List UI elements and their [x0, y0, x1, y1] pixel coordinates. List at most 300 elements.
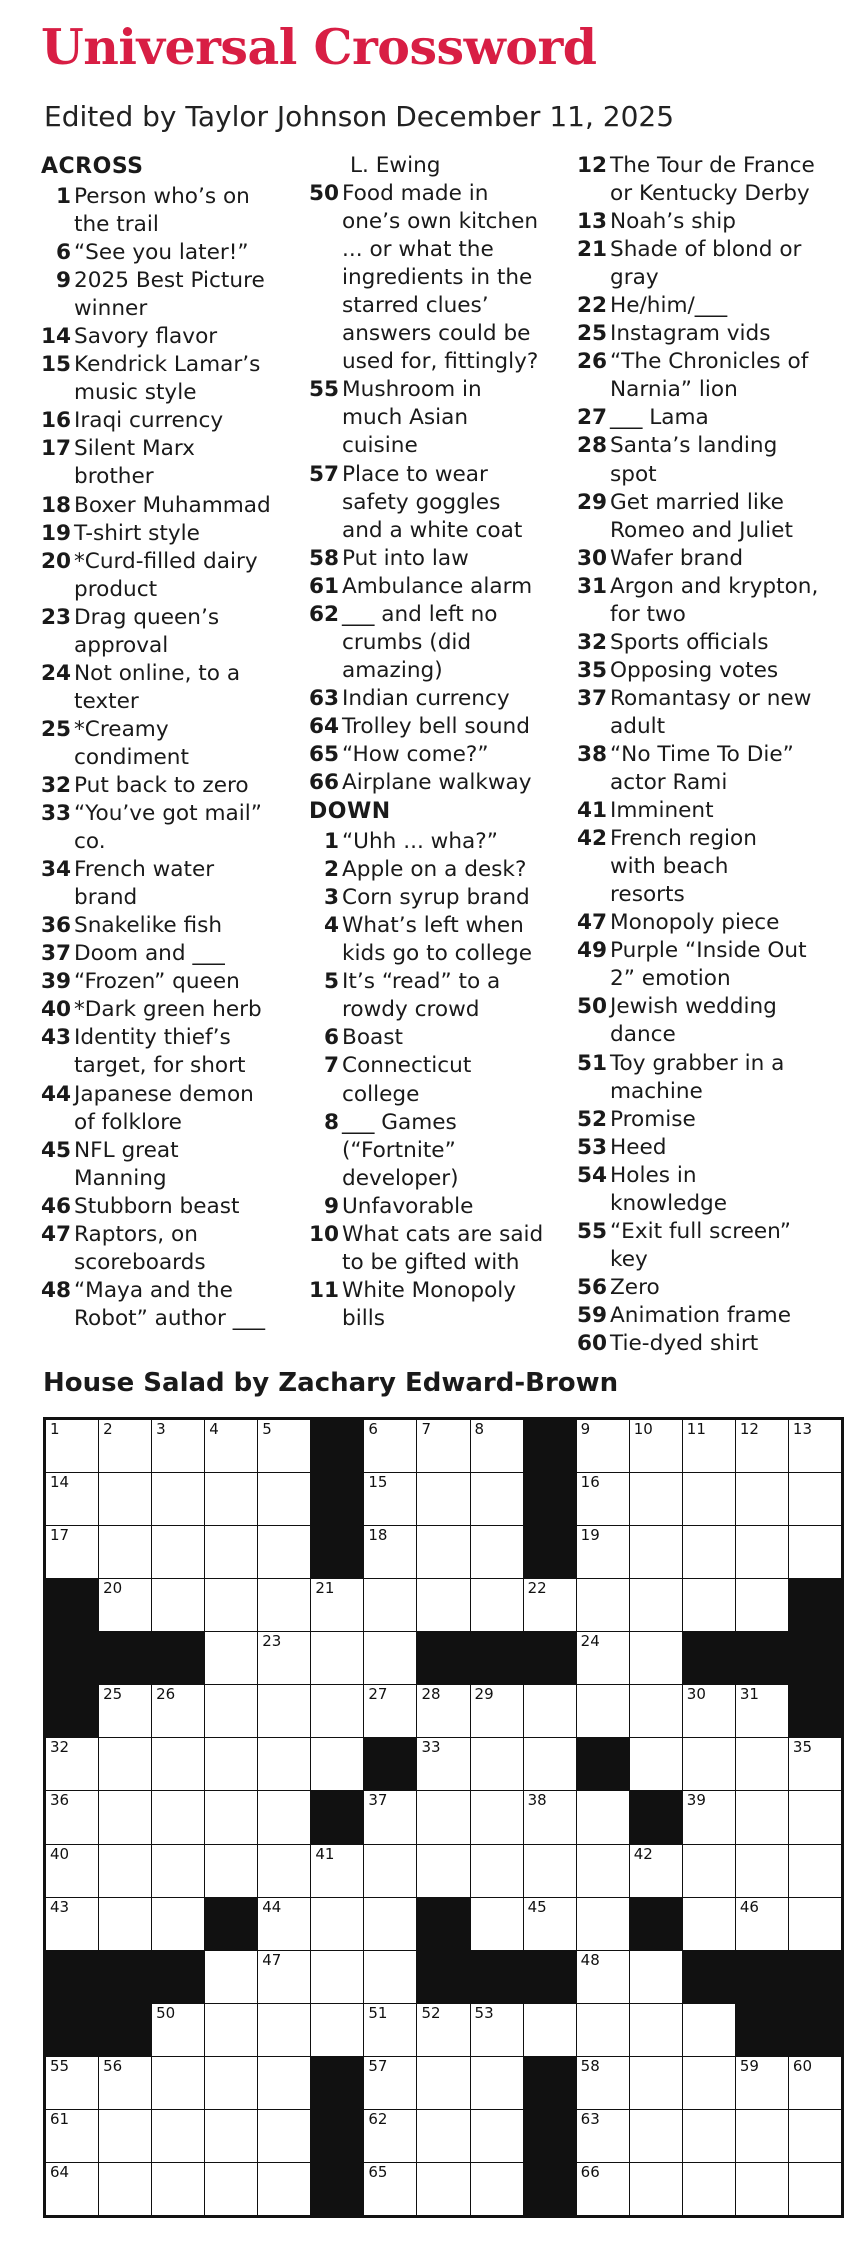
- grid-cell[interactable]: [99, 1738, 151, 1790]
- grid-cell[interactable]: [99, 2057, 151, 2109]
- grid-cell[interactable]: [524, 1685, 576, 1737]
- clue-item[interactable]: [309, 828, 579, 856]
- grid-cell[interactable]: [46, 1473, 98, 1525]
- grid-cell[interactable]: [99, 1526, 151, 1578]
- clue-item[interactable]: [577, 825, 847, 909]
- clue-item[interactable]: [41, 660, 311, 716]
- clue-number: 10: [309, 1221, 340, 1247]
- grid-cell[interactable]: [258, 1579, 310, 1631]
- grid-cell[interactable]: [364, 1579, 416, 1631]
- grid-cell[interactable]: [417, 1738, 469, 1790]
- clue-item[interactable]: [309, 545, 579, 573]
- clue-item[interactable]: [41, 407, 311, 435]
- grid-cell[interactable]: [258, 1420, 310, 1472]
- grid-cell[interactable]: [152, 1791, 204, 1843]
- grid-cell[interactable]: [152, 1685, 204, 1737]
- grid-cell[interactable]: [630, 1632, 682, 1684]
- grid-cell[interactable]: [417, 1845, 469, 1897]
- grid-cell[interactable]: [205, 1579, 257, 1631]
- grid-cell[interactable]: [683, 1579, 735, 1631]
- grid-cell[interactable]: [577, 1473, 629, 1525]
- clue-item[interactable]: [41, 520, 311, 548]
- grid-cell[interactable]: [258, 1791, 310, 1843]
- grid-cell[interactable]: [364, 1898, 416, 1950]
- clue-item[interactable]: [41, 772, 311, 800]
- grid-cell[interactable]: [364, 1685, 416, 1737]
- grid-cell[interactable]: [630, 2057, 682, 2109]
- grid-cell[interactable]: [46, 1791, 98, 1843]
- grid-cell[interactable]: [205, 1738, 257, 1790]
- clue-item[interactable]: [309, 912, 579, 968]
- grid-cell[interactable]: [577, 2163, 629, 2215]
- clue-item[interactable]: [41, 1221, 311, 1277]
- grid-cell[interactable]: [258, 1685, 310, 1737]
- grid-cell[interactable]: [152, 1738, 204, 1790]
- clue-text: What’s left when kids go to college: [342, 913, 533, 967]
- clue-text: Unfavorable: [342, 1193, 474, 1219]
- clue-number: 32: [577, 629, 608, 655]
- clue-item[interactable]: [577, 320, 847, 348]
- grid-cell[interactable]: [205, 1951, 257, 2003]
- grid-cell[interactable]: [258, 1951, 310, 2003]
- clue-item[interactable]: [309, 713, 579, 741]
- clue-item[interactable]: [309, 601, 579, 685]
- grid-cell[interactable]: [99, 1845, 151, 1897]
- grid-cell[interactable]: [364, 1791, 416, 1843]
- clue-item[interactable]: [577, 909, 847, 937]
- grid-cell[interactable]: [46, 2163, 98, 2215]
- cell-number: 18: [368, 1526, 388, 1545]
- clue-number: 66: [309, 770, 340, 796]
- grid-cell[interactable]: [364, 1526, 416, 1578]
- grid-cell[interactable]: [736, 1898, 788, 1950]
- clue-number: 1: [55, 184, 71, 209]
- grid-cell[interactable]: [471, 1845, 523, 1897]
- clue-text: “How come?”: [342, 741, 489, 767]
- clue-item[interactable]: [41, 239, 311, 267]
- clue-item[interactable]: [577, 685, 847, 741]
- grid-cell[interactable]: [205, 2057, 257, 2109]
- grid-cell[interactable]: [471, 1579, 523, 1631]
- crossword-grid[interactable]: [43, 1417, 844, 2218]
- clue-item[interactable]: [577, 292, 847, 320]
- grid-cell[interactable]: [683, 1473, 735, 1525]
- clue-item[interactable]: [577, 657, 847, 685]
- grid-cell[interactable]: [205, 1845, 257, 1897]
- cell-number: 3: [156, 1420, 166, 1438]
- clue-item[interactable]: [577, 573, 847, 629]
- grid-cell[interactable]: [736, 1685, 788, 1737]
- clue-text: Monopoly piece: [610, 910, 780, 936]
- grid-cell[interactable]: [258, 2163, 310, 2215]
- grid-cell[interactable]: [152, 1526, 204, 1578]
- grid-cell[interactable]: [471, 1526, 523, 1578]
- grid-cell[interactable]: [577, 1685, 629, 1737]
- grid-cell[interactable]: [99, 1685, 151, 1737]
- grid-cell[interactable]: [789, 2057, 841, 2109]
- clue-item[interactable]: [577, 993, 847, 1049]
- grid-cell[interactable]: [683, 2110, 735, 2162]
- grid-cell[interactable]: [99, 1420, 151, 1472]
- grid-cell[interactable]: [577, 1632, 629, 1684]
- grid-cell[interactable]: [736, 1845, 788, 1897]
- grid-cell[interactable]: [46, 2057, 98, 2109]
- grid-cell[interactable]: [471, 2163, 523, 2215]
- grid-cell[interactable]: [736, 1579, 788, 1631]
- clue-item[interactable]: [41, 856, 311, 912]
- grid-cell[interactable]: [524, 1845, 576, 1897]
- clue-item[interactable]: [309, 1024, 579, 1052]
- clue-item[interactable]: [577, 545, 847, 573]
- clue-item[interactable]: [577, 208, 847, 236]
- grid-black-square: [524, 1420, 576, 1472]
- clue-number: 62: [309, 601, 340, 627]
- clue-text: Ambulance alarm: [342, 573, 533, 599]
- clue-number: 56: [577, 1274, 608, 1300]
- grid-cell[interactable]: [258, 2110, 310, 2162]
- grid-cell[interactable]: [736, 2057, 788, 2109]
- grid-cell[interactable]: [736, 1473, 788, 1525]
- grid-cell[interactable]: [736, 2163, 788, 2215]
- grid-cell[interactable]: [577, 1526, 629, 1578]
- grid-cell[interactable]: [46, 1420, 98, 1472]
- clue-item[interactable]: [577, 1162, 847, 1218]
- clue-item[interactable]: [309, 769, 579, 797]
- grid-cell[interactable]: [630, 1845, 682, 1897]
- clue-item[interactable]: [577, 937, 847, 993]
- grid-cell[interactable]: [152, 1420, 204, 1472]
- grid-cell[interactable]: [205, 1473, 257, 1525]
- grid-cell[interactable]: [99, 1898, 151, 1950]
- cell-number: 10: [633, 1420, 653, 1438]
- clue-item[interactable]: [309, 1277, 579, 1333]
- clue-item[interactable]: [577, 404, 847, 432]
- grid-cell[interactable]: [524, 2004, 576, 2056]
- grid-cell[interactable]: [417, 1526, 469, 1578]
- grid-cell[interactable]: [630, 1685, 682, 1737]
- grid-cell[interactable]: [471, 2057, 523, 2109]
- grid-cell[interactable]: [577, 2057, 629, 2109]
- grid-cell[interactable]: [471, 1473, 523, 1525]
- clue-item[interactable]: [309, 856, 579, 884]
- clue-item[interactable]: [577, 1218, 847, 1274]
- clue-item[interactable]: [41, 968, 311, 996]
- grid-cell[interactable]: [152, 1473, 204, 1525]
- grid-cell[interactable]: [577, 2110, 629, 2162]
- grid-black-square: [46, 1951, 98, 2003]
- clue-number: 42: [577, 826, 608, 852]
- clue-item[interactable]: [309, 180, 579, 376]
- clue-item[interactable]: [41, 492, 311, 520]
- grid-cell[interactable]: [46, 2110, 98, 2162]
- grid-cell[interactable]: [577, 1898, 629, 1950]
- grid-black-square: [524, 1951, 576, 2003]
- grid-cell[interactable]: [311, 1845, 363, 1897]
- grid-cell[interactable]: [417, 2110, 469, 2162]
- clue-item[interactable]: [577, 1302, 847, 1330]
- grid-cell[interactable]: [630, 1526, 682, 1578]
- grid-cell[interactable]: [789, 2110, 841, 2162]
- grid-black-square: [152, 1632, 204, 1684]
- clue-number: 16: [41, 408, 72, 434]
- grid-cell[interactable]: [683, 1791, 735, 1843]
- grid-cell[interactable]: [258, 2057, 310, 2109]
- grid-cell[interactable]: [311, 1579, 363, 1631]
- clue-item[interactable]: [41, 1081, 311, 1137]
- grid-cell[interactable]: [364, 1473, 416, 1525]
- clue-item[interactable]: [41, 912, 311, 940]
- grid-black-square: [683, 1951, 735, 2003]
- grid-cell[interactable]: [417, 2004, 469, 2056]
- grid-cell[interactable]: [736, 2110, 788, 2162]
- clue-item[interactable]: [41, 1024, 311, 1080]
- grid-black-square: [630, 1898, 682, 1950]
- clue-item[interactable]: [577, 1050, 847, 1106]
- grid-cell[interactable]: [46, 1845, 98, 1897]
- clue-number: 8: [323, 1109, 339, 1135]
- clue-item[interactable]: [41, 267, 311, 323]
- grid-cell[interactable]: [152, 1845, 204, 1897]
- cell-number: 66: [580, 2162, 600, 2181]
- grid-cell[interactable]: [364, 2163, 416, 2215]
- clue-item[interactable]: [309, 376, 579, 460]
- grid-cell[interactable]: [683, 2004, 735, 2056]
- grid-cell[interactable]: [417, 2163, 469, 2215]
- grid-cell[interactable]: [152, 2057, 204, 2109]
- clue-item[interactable]: [577, 489, 847, 545]
- grid-cell[interactable]: [152, 1579, 204, 1631]
- grid-cell[interactable]: [364, 2004, 416, 2056]
- grid-cell[interactable]: [471, 1791, 523, 1843]
- grid-cell[interactable]: [683, 1845, 735, 1897]
- clue-item[interactable]: [577, 236, 847, 292]
- grid-cell[interactable]: [577, 1845, 629, 1897]
- clue-item[interactable]: [577, 1106, 847, 1134]
- grid-cell[interactable]: [789, 1738, 841, 1790]
- grid-cell[interactable]: [683, 1526, 735, 1578]
- cell-number: 39: [686, 1791, 706, 1810]
- grid-cell[interactable]: [630, 2163, 682, 2215]
- clue-item[interactable]: [41, 323, 311, 351]
- grid-cell[interactable]: [471, 1685, 523, 1737]
- clue-item[interactable]: [309, 741, 579, 769]
- clue-number: 9: [323, 1193, 339, 1219]
- grid-cell[interactable]: [46, 1898, 98, 1950]
- grid-cell[interactable]: [152, 2004, 204, 2056]
- grid-cell[interactable]: [471, 2004, 523, 2056]
- cell-number: 27: [368, 1685, 388, 1704]
- grid-cell[interactable]: [789, 1898, 841, 1950]
- grid-cell[interactable]: [205, 1791, 257, 1843]
- grid-cell[interactable]: [99, 2163, 151, 2215]
- clue-item[interactable]: [41, 1137, 311, 1193]
- grid-cell[interactable]: [311, 1898, 363, 1950]
- clue-number: 24: [41, 660, 72, 686]
- clue-item[interactable]: [577, 741, 847, 797]
- clue-item[interactable]: [309, 1052, 579, 1108]
- grid-cell[interactable]: [736, 1420, 788, 1472]
- grid-cell[interactable]: [683, 1420, 735, 1472]
- clue-item[interactable]: [309, 685, 579, 713]
- grid-cell[interactable]: [683, 2057, 735, 2109]
- grid-cell[interactable]: [736, 1526, 788, 1578]
- grid-cell[interactable]: [577, 1420, 629, 1472]
- clue-item[interactable]: [309, 968, 579, 1024]
- cell-number: 35: [792, 1738, 813, 1757]
- grid-cell[interactable]: [789, 1845, 841, 1897]
- grid-cell[interactable]: [471, 1898, 523, 1950]
- clue-item[interactable]: [577, 1274, 847, 1302]
- grid-cell[interactable]: [417, 2057, 469, 2109]
- clue-item[interactable]: [577, 1330, 847, 1358]
- grid-cell[interactable]: [311, 1738, 363, 1790]
- grid-cell[interactable]: [736, 1791, 788, 1843]
- clue-item[interactable]: [309, 884, 579, 912]
- grid-cell[interactable]: [789, 1473, 841, 1525]
- grid-cell[interactable]: [258, 1845, 310, 1897]
- grid-cell[interactable]: [46, 1526, 98, 1578]
- grid-cell[interactable]: [364, 1845, 416, 1897]
- grid-cell[interactable]: [311, 2004, 363, 2056]
- clue-text: Place to wear safety goggles and a white coat: [342, 461, 523, 543]
- clue-item[interactable]: [577, 152, 847, 208]
- grid-cell[interactable]: [152, 2110, 204, 2162]
- clue-item[interactable]: [41, 1277, 311, 1333]
- clue-item[interactable]: [41, 548, 311, 604]
- grid-cell[interactable]: [683, 1685, 735, 1737]
- grid-cell[interactable]: [205, 1420, 257, 1472]
- grid-cell[interactable]: [417, 1791, 469, 1843]
- cell-number: 31: [739, 1685, 759, 1704]
- grid-cell[interactable]: [524, 1579, 576, 1631]
- clue-item[interactable]: [41, 996, 311, 1024]
- grid-cell[interactable]: [258, 1473, 310, 1525]
- clue-item[interactable]: [309, 573, 579, 601]
- grid-cell[interactable]: [789, 1420, 841, 1472]
- grid-cell[interactable]: [205, 1685, 257, 1737]
- grid-cell[interactable]: [364, 1420, 416, 1472]
- grid-cell[interactable]: [258, 2004, 310, 2056]
- grid-cell[interactable]: [311, 1951, 363, 2003]
- grid-cell[interactable]: [683, 1898, 735, 1950]
- grid-cell[interactable]: [736, 1738, 788, 1790]
- clue-item[interactable]: [41, 940, 311, 968]
- grid-cell[interactable]: [152, 2163, 204, 2215]
- clue-item[interactable]: [577, 1134, 847, 1162]
- grid-cell[interactable]: [46, 1738, 98, 1790]
- grid-cell[interactable]: [630, 2110, 682, 2162]
- grid-cell[interactable]: [471, 1420, 523, 1472]
- grid-cell[interactable]: [205, 2004, 257, 2056]
- grid-cell[interactable]: [577, 1579, 629, 1631]
- cell-number: 44: [262, 1897, 282, 1916]
- grid-cell[interactable]: [630, 1738, 682, 1790]
- grid-black-square: [364, 1738, 416, 1790]
- grid-cell[interactable]: [205, 2110, 257, 2162]
- grid-cell[interactable]: [258, 1898, 310, 1950]
- clue-item[interactable]: [41, 800, 311, 856]
- grid-cell[interactable]: [99, 1579, 151, 1631]
- cell-number: 51: [368, 2003, 388, 2022]
- grid-cell[interactable]: [417, 1420, 469, 1472]
- clue-item[interactable]: [41, 1193, 311, 1221]
- clue-text: Silent Marx brother: [74, 436, 195, 490]
- grid-cell[interactable]: [471, 1738, 523, 1790]
- clue-number: 44: [41, 1081, 72, 1107]
- clue-item[interactable]: [577, 432, 847, 488]
- grid-cell[interactable]: [205, 1632, 257, 1684]
- clue-item[interactable]: [577, 348, 847, 404]
- grid-cell[interactable]: [683, 1738, 735, 1790]
- clue-item[interactable]: [41, 435, 311, 491]
- clue-text: Put back to zero: [74, 772, 249, 798]
- clue-item[interactable]: [41, 716, 311, 772]
- clue-number: 47: [577, 910, 608, 936]
- clue-number: 30: [577, 545, 608, 571]
- grid-cell[interactable]: [417, 1685, 469, 1737]
- grid-cell[interactable]: [630, 1473, 682, 1525]
- grid-cell[interactable]: [630, 1951, 682, 2003]
- clue-item[interactable]: [309, 1221, 579, 1277]
- grid-cell[interactable]: [205, 1526, 257, 1578]
- clue-item[interactable]: [577, 629, 847, 657]
- cell-number: 5: [262, 1420, 272, 1438]
- clue-item[interactable]: [41, 604, 311, 660]
- grid-cell[interactable]: [789, 1791, 841, 1843]
- grid-cell[interactable]: [524, 1898, 576, 1950]
- clue-text: Doom and ___: [74, 941, 225, 967]
- grid-black-square: [789, 1685, 841, 1737]
- grid-cell[interactable]: [630, 2004, 682, 2056]
- cell-number: 32: [50, 1738, 70, 1757]
- clue-item[interactable]: [41, 183, 311, 239]
- grid-cell[interactable]: [311, 1632, 363, 1684]
- clue-item[interactable]: [309, 1193, 579, 1221]
- grid-cell[interactable]: [577, 2004, 629, 2056]
- grid-cell[interactable]: [152, 1898, 204, 1950]
- grid-cell[interactable]: [471, 2110, 523, 2162]
- clue-item[interactable]: [309, 461, 579, 545]
- grid-cell[interactable]: [205, 2163, 257, 2215]
- grid-cell[interactable]: [577, 1951, 629, 2003]
- grid-cell[interactable]: [417, 1473, 469, 1525]
- grid-cell[interactable]: [524, 1791, 576, 1843]
- grid-cell[interactable]: [417, 1579, 469, 1631]
- grid-cell[interactable]: [258, 1526, 310, 1578]
- grid-cell[interactable]: [311, 1685, 363, 1737]
- grid-cell[interactable]: [630, 1579, 682, 1631]
- grid-cell[interactable]: [524, 1738, 576, 1790]
- grid-cell[interactable]: [577, 1791, 629, 1843]
- grid-cell[interactable]: [364, 1632, 416, 1684]
- clue-item[interactable]: [577, 797, 847, 825]
- grid-cell[interactable]: [364, 2057, 416, 2109]
- clue-item[interactable]: [309, 1109, 579, 1193]
- grid-cell[interactable]: [364, 2110, 416, 2162]
- grid-cell[interactable]: [364, 1951, 416, 2003]
- clue-text: Opposing votes: [610, 657, 779, 683]
- grid-cell[interactable]: [630, 1420, 682, 1472]
- grid-cell[interactable]: [789, 1526, 841, 1578]
- grid-cell[interactable]: [99, 2110, 151, 2162]
- grid-cell[interactable]: [99, 1473, 151, 1525]
- grid-cell[interactable]: [258, 1738, 310, 1790]
- clue-item[interactable]: [41, 351, 311, 407]
- grid-cell[interactable]: [258, 1632, 310, 1684]
- grid-cell[interactable]: [683, 2163, 735, 2215]
- grid-cell[interactable]: [99, 1791, 151, 1843]
- grid-cell[interactable]: [789, 2163, 841, 2215]
